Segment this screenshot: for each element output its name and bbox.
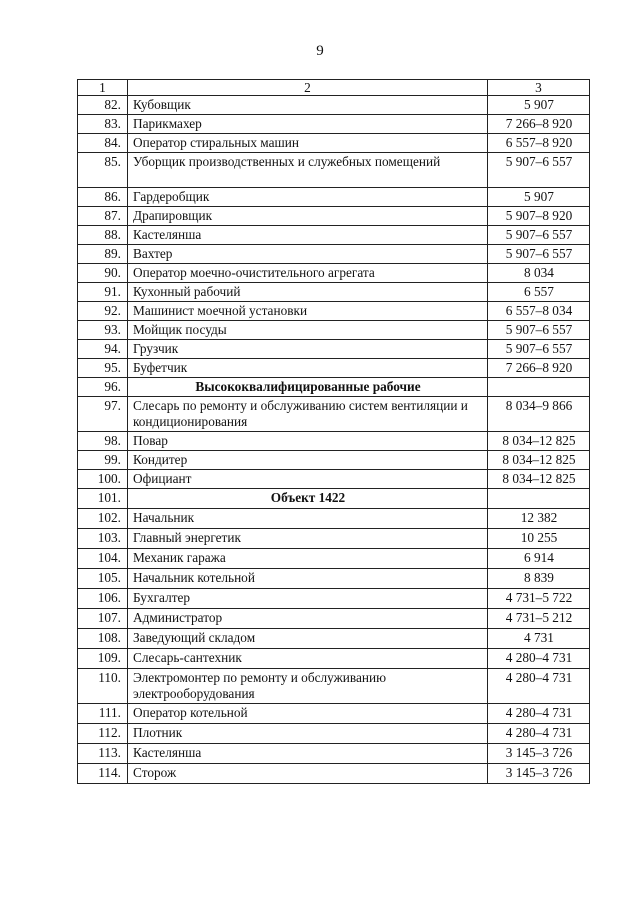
position-title-cell: Слесарь-сантехник bbox=[128, 649, 488, 669]
table-row bbox=[78, 245, 590, 264]
table-row bbox=[78, 704, 590, 724]
row-number-cell: 112. bbox=[78, 724, 128, 744]
salary-range-cell: 8 034–12 825 bbox=[488, 470, 590, 489]
table-row bbox=[78, 669, 590, 704]
position-title-cell: Официант bbox=[128, 470, 488, 489]
row-number-cell: 86. bbox=[78, 188, 128, 207]
position-title-cell: Кухонный рабочий bbox=[128, 283, 488, 302]
row-number-cell: 99. bbox=[78, 451, 128, 470]
salary-range-cell: 5 907–8 920 bbox=[488, 207, 590, 226]
row-number-cell: 104. bbox=[78, 549, 128, 569]
position-title-cell: Вахтер bbox=[128, 245, 488, 264]
salary-range-cell: 8 034–12 825 bbox=[488, 432, 590, 451]
table-row bbox=[78, 283, 590, 302]
page-number: 9 bbox=[316, 43, 324, 59]
salary-range-cell: 7 266–8 920 bbox=[488, 115, 590, 134]
table-row bbox=[78, 153, 590, 188]
table-row bbox=[78, 529, 590, 549]
position-title-cell: Сторож bbox=[128, 764, 488, 784]
salary-range-cell: 4 731–5 212 bbox=[488, 609, 590, 629]
table-row bbox=[78, 397, 590, 432]
position-title-cell: Начальник котельной bbox=[128, 569, 488, 589]
position-title-cell: Драпировщик bbox=[128, 207, 488, 226]
row-number-cell: 109. bbox=[78, 649, 128, 669]
salary-range-cell: 5 907–6 557 bbox=[488, 245, 590, 264]
table-row bbox=[78, 649, 590, 669]
row-number-cell: 96. bbox=[78, 378, 128, 397]
row-number-cell: 87. bbox=[78, 207, 128, 226]
position-title-cell: Кастелянша bbox=[128, 744, 488, 764]
salary-range-cell: 3 145–3 726 bbox=[488, 744, 590, 764]
table-row bbox=[78, 302, 590, 321]
position-title-cell: Оператор стиральных машин bbox=[128, 134, 488, 153]
row-number-cell: 108. bbox=[78, 629, 128, 649]
position-title-cell: Кубовщик bbox=[128, 96, 488, 115]
table-row bbox=[78, 451, 590, 470]
salary-range-cell: 4 280–4 731 bbox=[488, 649, 590, 669]
position-title-cell: Кастелянша bbox=[128, 226, 488, 245]
salary-range-cell: 8 034–12 825 bbox=[488, 451, 590, 470]
row-number-cell: 97. bbox=[78, 397, 128, 432]
row-number-cell: 110. bbox=[78, 669, 128, 704]
salary-range-cell: 5 907–6 557 bbox=[488, 226, 590, 245]
position-title-cell: Объект 1422 bbox=[128, 489, 488, 509]
table-row bbox=[78, 96, 590, 115]
table-row bbox=[78, 134, 590, 153]
row-number-cell: 100. bbox=[78, 470, 128, 489]
position-title-cell: Администратор bbox=[128, 609, 488, 629]
salary-range-cell bbox=[488, 378, 590, 397]
salary-range-cell: 12 382 bbox=[488, 509, 590, 529]
position-title-cell: Гардеробщик bbox=[128, 188, 488, 207]
salary-range-cell: 8 839 bbox=[488, 569, 590, 589]
salary-range-cell: 5 907 bbox=[488, 188, 590, 207]
table-section-row bbox=[78, 489, 590, 509]
table-row bbox=[78, 509, 590, 529]
table-row bbox=[78, 207, 590, 226]
row-number-cell: 92. bbox=[78, 302, 128, 321]
row-number-cell: 94. bbox=[78, 340, 128, 359]
position-title-cell: Буфетчик bbox=[128, 359, 488, 378]
row-number-cell: 114. bbox=[78, 764, 128, 784]
position-title-cell: Оператор моечно-очистительного агрегата bbox=[128, 264, 488, 283]
column-header-position: 2 bbox=[128, 80, 488, 96]
table-row bbox=[78, 470, 590, 489]
table-row bbox=[78, 432, 590, 451]
position-title-cell: Бухгалтер bbox=[128, 589, 488, 609]
staff-salary-table bbox=[77, 79, 590, 784]
row-number-cell: 91. bbox=[78, 283, 128, 302]
position-title-cell: Высококвалифицированные рабочие bbox=[128, 378, 488, 397]
table-row bbox=[78, 115, 590, 134]
row-number-cell: 113. bbox=[78, 744, 128, 764]
salary-range-cell: 10 255 bbox=[488, 529, 590, 549]
row-number-cell: 101. bbox=[78, 489, 128, 509]
table-row bbox=[78, 226, 590, 245]
position-title-cell: Электромонтер по ремонту и обслуживанию электрооборудования bbox=[128, 669, 488, 704]
salary-range-cell: 4 731 bbox=[488, 629, 590, 649]
row-number-cell: 107. bbox=[78, 609, 128, 629]
salary-range-cell: 5 907–6 557 bbox=[488, 153, 590, 188]
row-number-cell: 89. bbox=[78, 245, 128, 264]
table-section-row bbox=[78, 378, 590, 397]
table-row bbox=[78, 569, 590, 589]
row-number-cell: 84. bbox=[78, 134, 128, 153]
salary-range-cell: 4 731–5 722 bbox=[488, 589, 590, 609]
position-title-cell: Мойщик посуды bbox=[128, 321, 488, 340]
position-title-cell: Кондитер bbox=[128, 451, 488, 470]
salary-range-cell: 3 145–3 726 bbox=[488, 764, 590, 784]
position-title-cell: Начальник bbox=[128, 509, 488, 529]
position-title-cell: Плотник bbox=[128, 724, 488, 744]
salary-range-cell: 5 907 bbox=[488, 96, 590, 115]
salary-range-cell: 5 907–6 557 bbox=[488, 340, 590, 359]
row-number-cell: 105. bbox=[78, 569, 128, 589]
row-number-cell: 95. bbox=[78, 359, 128, 378]
row-number-cell: 98. bbox=[78, 432, 128, 451]
table-row bbox=[78, 321, 590, 340]
row-number-cell: 103. bbox=[78, 529, 128, 549]
row-number-cell: 106. bbox=[78, 589, 128, 609]
salary-range-cell: 4 280–4 731 bbox=[488, 724, 590, 744]
position-title-cell: Слесарь по ремонту и обслуживанию систем вентиляции и кондиционирования bbox=[128, 397, 488, 432]
table-header-row bbox=[78, 80, 590, 96]
salary-range-cell bbox=[488, 489, 590, 509]
column-header-number: 1 bbox=[78, 80, 128, 96]
salary-range-cell: 5 907–6 557 bbox=[488, 321, 590, 340]
table-row bbox=[78, 264, 590, 283]
salary-range-cell: 8 034–9 866 bbox=[488, 397, 590, 432]
table-row bbox=[78, 359, 590, 378]
salary-range-cell: 6 557–8 034 bbox=[488, 302, 590, 321]
row-number-cell: 83. bbox=[78, 115, 128, 134]
salary-range-cell: 8 034 bbox=[488, 264, 590, 283]
salary-range-cell: 6 557 bbox=[488, 283, 590, 302]
table-row bbox=[78, 609, 590, 629]
table-row bbox=[78, 744, 590, 764]
salary-range-cell: 4 280–4 731 bbox=[488, 669, 590, 704]
row-number-cell: 82. bbox=[78, 96, 128, 115]
position-title-cell: Заведующий складом bbox=[128, 629, 488, 649]
table-row bbox=[78, 629, 590, 649]
table-row bbox=[78, 724, 590, 744]
position-title-cell: Повар bbox=[128, 432, 488, 451]
position-title-cell: Парикмахер bbox=[128, 115, 488, 134]
position-title-cell: Уборщик производственных и служебных помещений bbox=[128, 153, 488, 188]
position-title-cell: Главный энергетик bbox=[128, 529, 488, 549]
row-number-cell: 85. bbox=[78, 153, 128, 188]
table-row bbox=[78, 188, 590, 207]
column-header-salary: 3 bbox=[488, 80, 590, 96]
row-number-cell: 93. bbox=[78, 321, 128, 340]
table-body bbox=[78, 96, 590, 784]
salary-range-cell: 6 914 bbox=[488, 549, 590, 569]
row-number-cell: 111. bbox=[78, 704, 128, 724]
table-row bbox=[78, 589, 590, 609]
position-title-cell: Машинист моечной установки bbox=[128, 302, 488, 321]
salary-range-cell: 6 557–8 920 bbox=[488, 134, 590, 153]
position-title-cell: Грузчик bbox=[128, 340, 488, 359]
salary-range-cell: 7 266–8 920 bbox=[488, 359, 590, 378]
position-title-cell: Механик гаража bbox=[128, 549, 488, 569]
row-number-cell: 90. bbox=[78, 264, 128, 283]
salary-range-cell: 4 280–4 731 bbox=[488, 704, 590, 724]
table-row bbox=[78, 549, 590, 569]
row-number-cell: 88. bbox=[78, 226, 128, 245]
table-row bbox=[78, 764, 590, 784]
table-row bbox=[78, 340, 590, 359]
row-number-cell: 102. bbox=[78, 509, 128, 529]
position-title-cell: Оператор котельной bbox=[128, 704, 488, 724]
